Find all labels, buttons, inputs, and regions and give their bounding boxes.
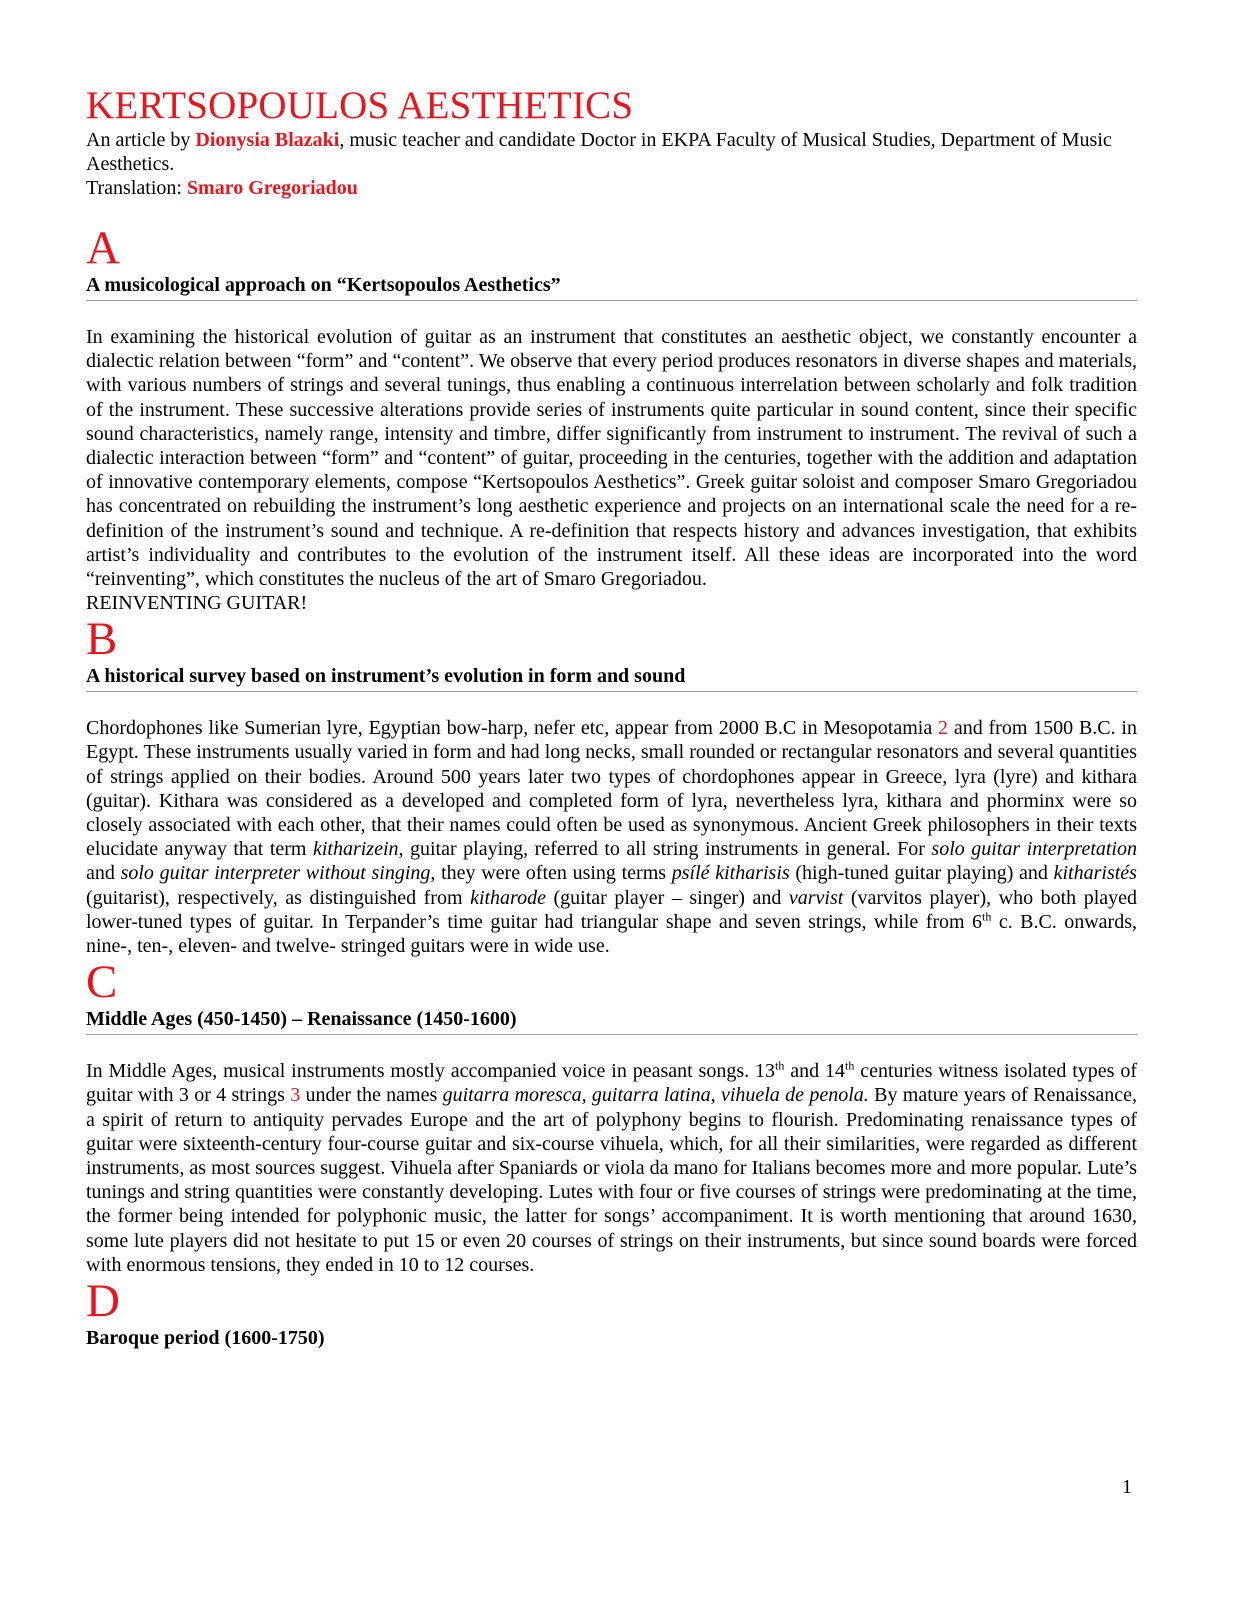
author-name: Dionysia Blazaki	[195, 129, 340, 151]
section-heading-b: A historical survey based on instrument’s evolution in form and sound	[86, 663, 1137, 692]
translation-credit	[86, 176, 1137, 200]
section-letter-c: C	[86, 956, 118, 1009]
section-b-paragraph: Chordophones like Sumerian lyre, Egyptian bow-harp, nefer etc, appear from 2000 B.C in Mesopotamia 2 and from 1500 B.C. in Egypt. These instruments usually varied in form and had long necks, small rounded or rectangular resonators and several quantities of strings applied on their bodies. Around 500 years later two types of chordophones appear in Greece, lyra (lyre) and kithara (guitar). Kithara was considered as a developed and completed form of lyra, nevertheless lyra, kithara and phorminx were so closely associated with each other, that their names could often be used as synonymous. Ancient Greek philosophers in their texts elucidate anyway that term kitharizein, guitar playing, referred to all string instruments in general. For solo guitar interpretation and solo guitar interpreter without singing, they were often using terms psílé kitharisis (high-tuned guitar playing) and kitharistés (guitarist), respectively, as distinguished from kitharode (guitar player – singer) and varvist (varvitos player), who both played lower-tuned types of guitar. In Terpander’s time guitar had triangular shape and seven strings, while from 6th c. B.C. onwards, nine-, ten-, eleven- and twelve- stringed guitars were in wide use.	[86, 717, 1137, 958]
section-heading-a: A musicological approach on “Kertsopoulos Aesthetics”	[86, 272, 1137, 301]
page-number: 1	[1122, 1476, 1132, 1498]
section-letter-a: A	[86, 222, 120, 274]
section-d	[86, 1277, 1137, 1353]
footnote-ref-3: 3	[290, 1084, 301, 1107]
translation-label: Translation:	[86, 177, 187, 199]
section-heading-d: Baroque period (1600-1750)	[86, 1327, 325, 1350]
section-letter-d: D	[86, 1275, 120, 1328]
footnote-ref-2: 2	[938, 717, 949, 740]
section-c	[86, 958, 1137, 1277]
byline-suffix: , music teacher and candidate Doctor in EKPA Faculty of Musical Studies, Department of Music Aesthetics.	[86, 129, 1112, 175]
article-title: KERTSOPOULOS AESTHETICS	[86, 84, 634, 127]
byline	[86, 128, 1137, 176]
section-letter-b: B	[86, 613, 118, 666]
section-a-paragraph: In examining the historical evolution of guitar as an instrument that constitutes an aesthetic object, we constantly encounter a dialectic relation between “form” and “content”. We observe that every period produces resonators in diverse shapes and materials, with various numbers of strings and several tunings, thus enabling a continuous interrelation between scholarly and folk tradition of the instrument. These successive alterations provide series of instruments quite particular in sound content, since their specific sound characteristics, namely range, intensity and timbre, differ significantly from instrument to instrument. The revival of such a dialectic interaction between “form” and “content” of guitar, proceeding in the centuries, together with the addition and adaptation of innovative contemporary elements, compose “Kertsopoulos Aesthetics”. Greek guitar soloist and composer Smaro Gregoriadou has concentrated on rebuilding the instrument’s long aesthetic experience and projects on an international scale the need for a re-definition of the instrument’s sound and technique. A re-definition that respects history and advances investigation, that exhibits artist’s individuality and contributes to the evolution of the instrument itself. All these ideas are incorporated into the word “reinventing”, which constitutes the nucleus of the art of Smaro Gregoriadou.	[86, 326, 1137, 591]
section-c-paragraph: In Middle Ages, musical instruments mostly accompanied voice in peasant songs. 13th and 14th centuries witness isolated types of guitar with 3 or 4 strings 3 under the names guitarra moresca, guitarra latina, vihuela de penola. By mature years of Renaissance, a spirit of return to antiquity pervades Europe and the art of polyphony begins to flourish. Predominating renaissance types of guitar were sixteenth-century four-course guitar and six-course vihuela, which, for all their similarities, were regarded as different instruments, as most sources suggest. Vihuela after Spaniards or viola da mano for Italians becomes more and more popular. Lute’s tunings and string quantities were constantly developing. Lutes with four or five courses of strings were predominating at the time, the former being intended for polyphonic music, the latter for songs’ accompaniment. It is worth mentioning that around 1630, some lute players did not hesitate to put 15 or even 20 courses of strings on their instruments, but since sound boards were forced with enormous tensions, they ended in 10 to 12 courses.	[86, 1058, 1137, 1276]
section-b	[86, 615, 1137, 958]
byline-prefix: An article by	[86, 129, 196, 151]
translator-name: Smaro Gregoriadou	[186, 177, 358, 199]
section-a-closing: REINVENTING GUITAR!	[86, 592, 308, 615]
document-page	[86, 84, 1137, 1353]
section-a	[86, 224, 1137, 615]
section-heading-c: Middle Ages (450-1450) – Renaissance (1450-1600)	[86, 1006, 1137, 1035]
